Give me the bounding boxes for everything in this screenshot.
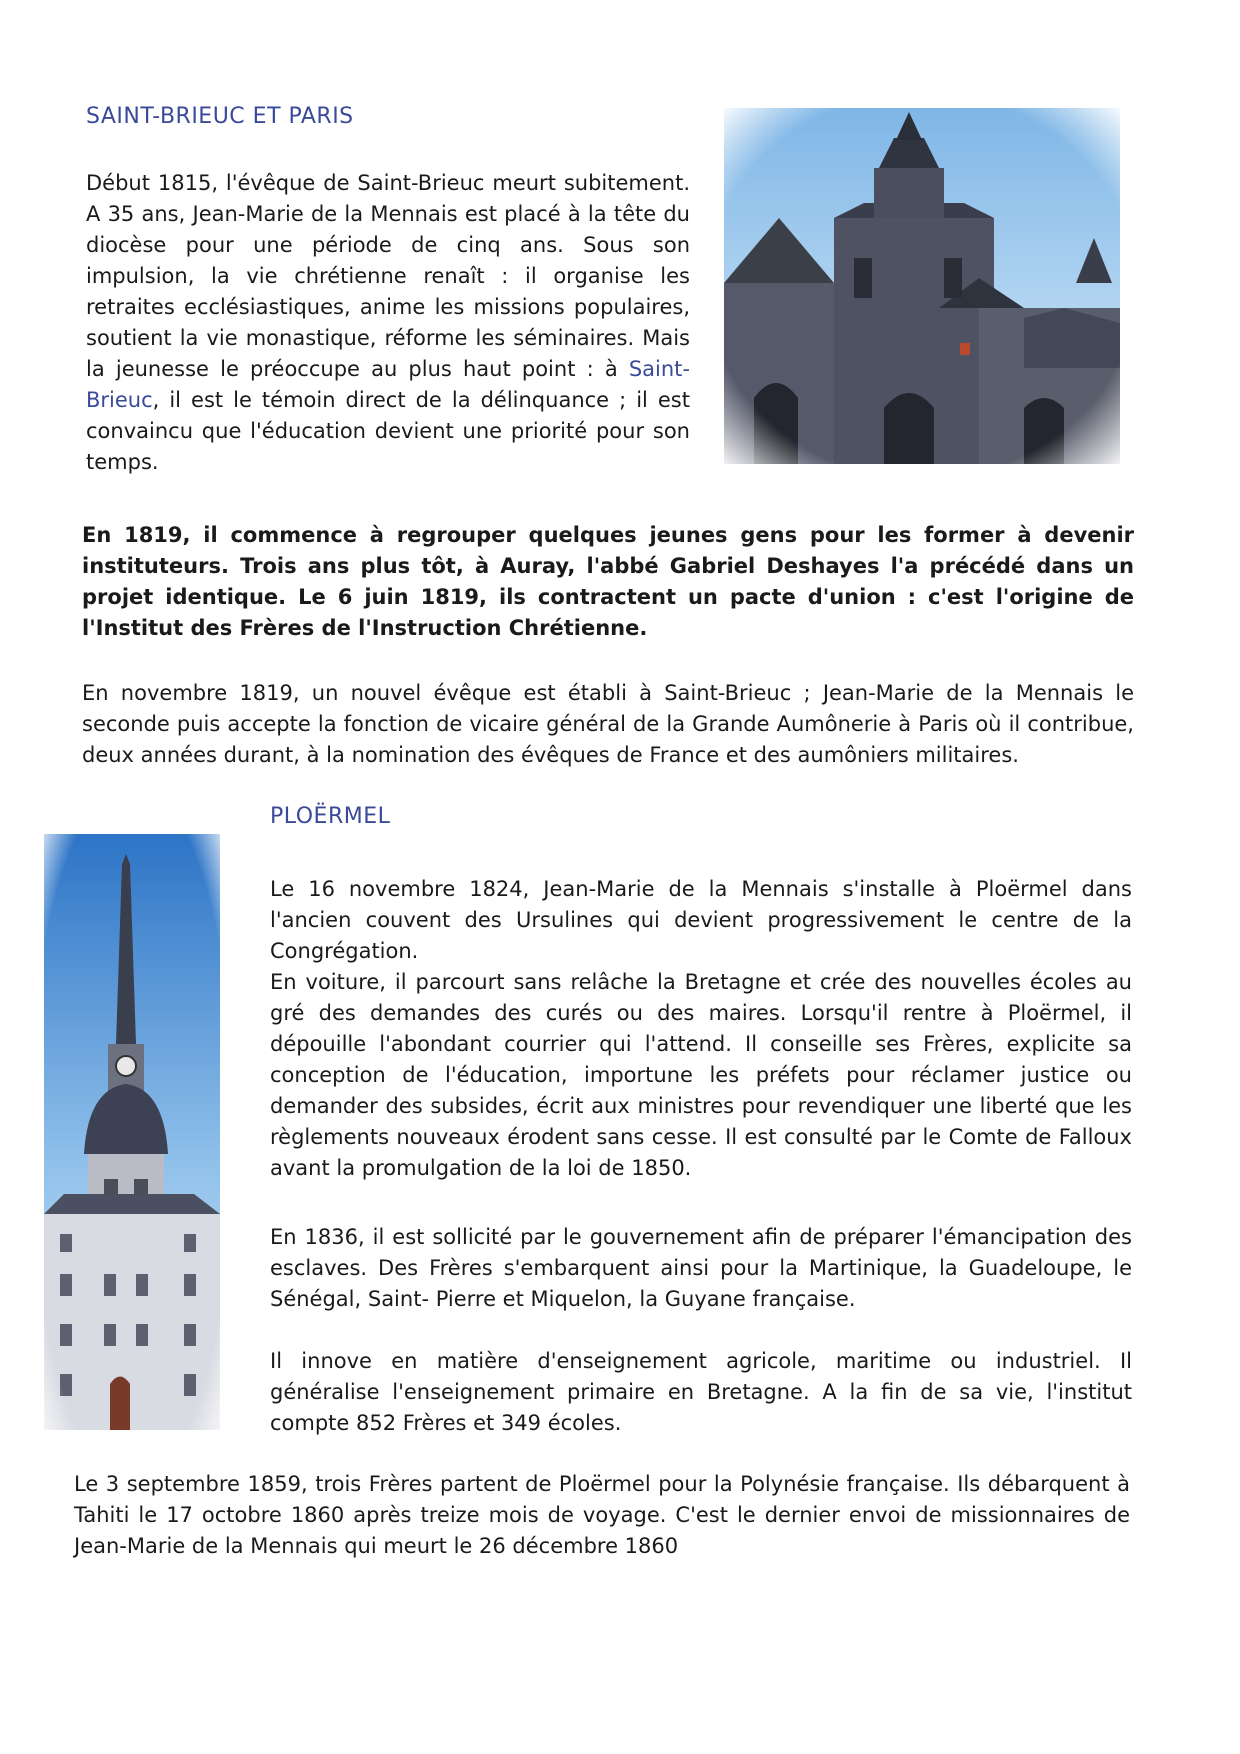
ploermel-tower-photo (44, 834, 220, 1430)
section-heading-ploermel: PLOËRMEL (270, 804, 391, 829)
paragraph-1824: Le 16 novembre 1824, Jean-Marie de la Mennais s'installe à Ploërmel dans l'ancien couvent des Ursulines qui devient progressivement le centre de la Congrégation. (270, 877, 1132, 963)
paragraph-1819: En 1819, il commence à regrouper quelques jeunes gens pour les former à devenir instituteurs. Trois ans plus tôt, à Auray, l'abbé Gabriel Deshayes l'a précédé dans un projet identique. Le 6 juin 1819, ils contractent un pacte d'union : c'est l'origine de l'Institut des Frères de l'Instruction Chrétienne. (82, 523, 1134, 640)
saint-brieuc-link[interactable]: Saint-Brieuc (86, 357, 690, 412)
paragraph-early-1815 (86, 168, 690, 478)
section-heading-saint-brieuc: SAINT-BRIEUC ET PARIS (86, 104, 354, 129)
paragraph-1859: Le 3 septembre 1859, trois Frères partent de Ploërmel pour la Polynésie française. Ils débarquent à Tahiti le 17 octobre 1860 après treize mois de voyage. C'est le dernier envoi de missionnaires de Jean-Marie de la Mennais qui meurt le 26 décembre 1860 (74, 1472, 1130, 1558)
paragraph-1836: En 1836, il est sollicité par le gouvernement afin de préparer l'émancipation des esclaves. Des Frères s'embarquent ainsi pour la Martinique, la Guadeloupe, le Sénégal, Saint- Pierre et Miquelon, la Guyane française. (270, 1225, 1132, 1311)
paragraph-november-1819: En novembre 1819, un nouvel évêque est établi à Saint-Brieuc ; Jean-Marie de la Mennais le seconde puis accepte la fonction de vicaire général de la Grande Aumônerie à Paris où il contribue, deux années durant, à la nomination des évêques de France et des aumôniers militaires. (82, 681, 1134, 767)
paragraph-innovation: Il innove en matière d'enseignement agricole, maritime ou industriel. Il généralise l'enseignement primaire en Bretagne. A la fin de sa vie, l'institut compte 852 Frères et 349 écoles. (270, 1349, 1132, 1435)
paragraph-voiture: En voiture, il parcourt sans relâche la Bretagne et crée des nouvelles écoles au gré des demandes des curés ou des maires. Lorsqu'il rentre à Ploërmel, il dépouille l'abondant courrier qui l'attend. Il conseille ses Frères, explicite sa conception de l'éducation, importune les préfets pour réclamer justice ou demander des subsides, écrit aux ministres pour revendiquer une liberté que les règlements nouveaux érodent sans cesse. Il est consulté par le Comte de Falloux avant la promulgation de la loi de 1850. (270, 970, 1132, 1180)
cathedral-photo (724, 108, 1120, 464)
paragraph-text: Début 1815, l'évêque de Saint-Brieuc meurt subitement. A 35 ans, Jean-Marie de la Mennais est placé à la tête du diocèse pour une période de cinq ans. Sous son impulsion, la vie chrétienne renaît : il organise les retraites ecclésiastiques, anime les missions populaires, soutient la vie monastique, réforme les séminaires. Mais la jeunesse le préoccupe au plus haut point : à (86, 171, 690, 381)
paragraph-text: , il est le témoin direct de la délinquance ; il est convaincu que l'éducation devient une priorité pour son temps. (86, 388, 690, 474)
